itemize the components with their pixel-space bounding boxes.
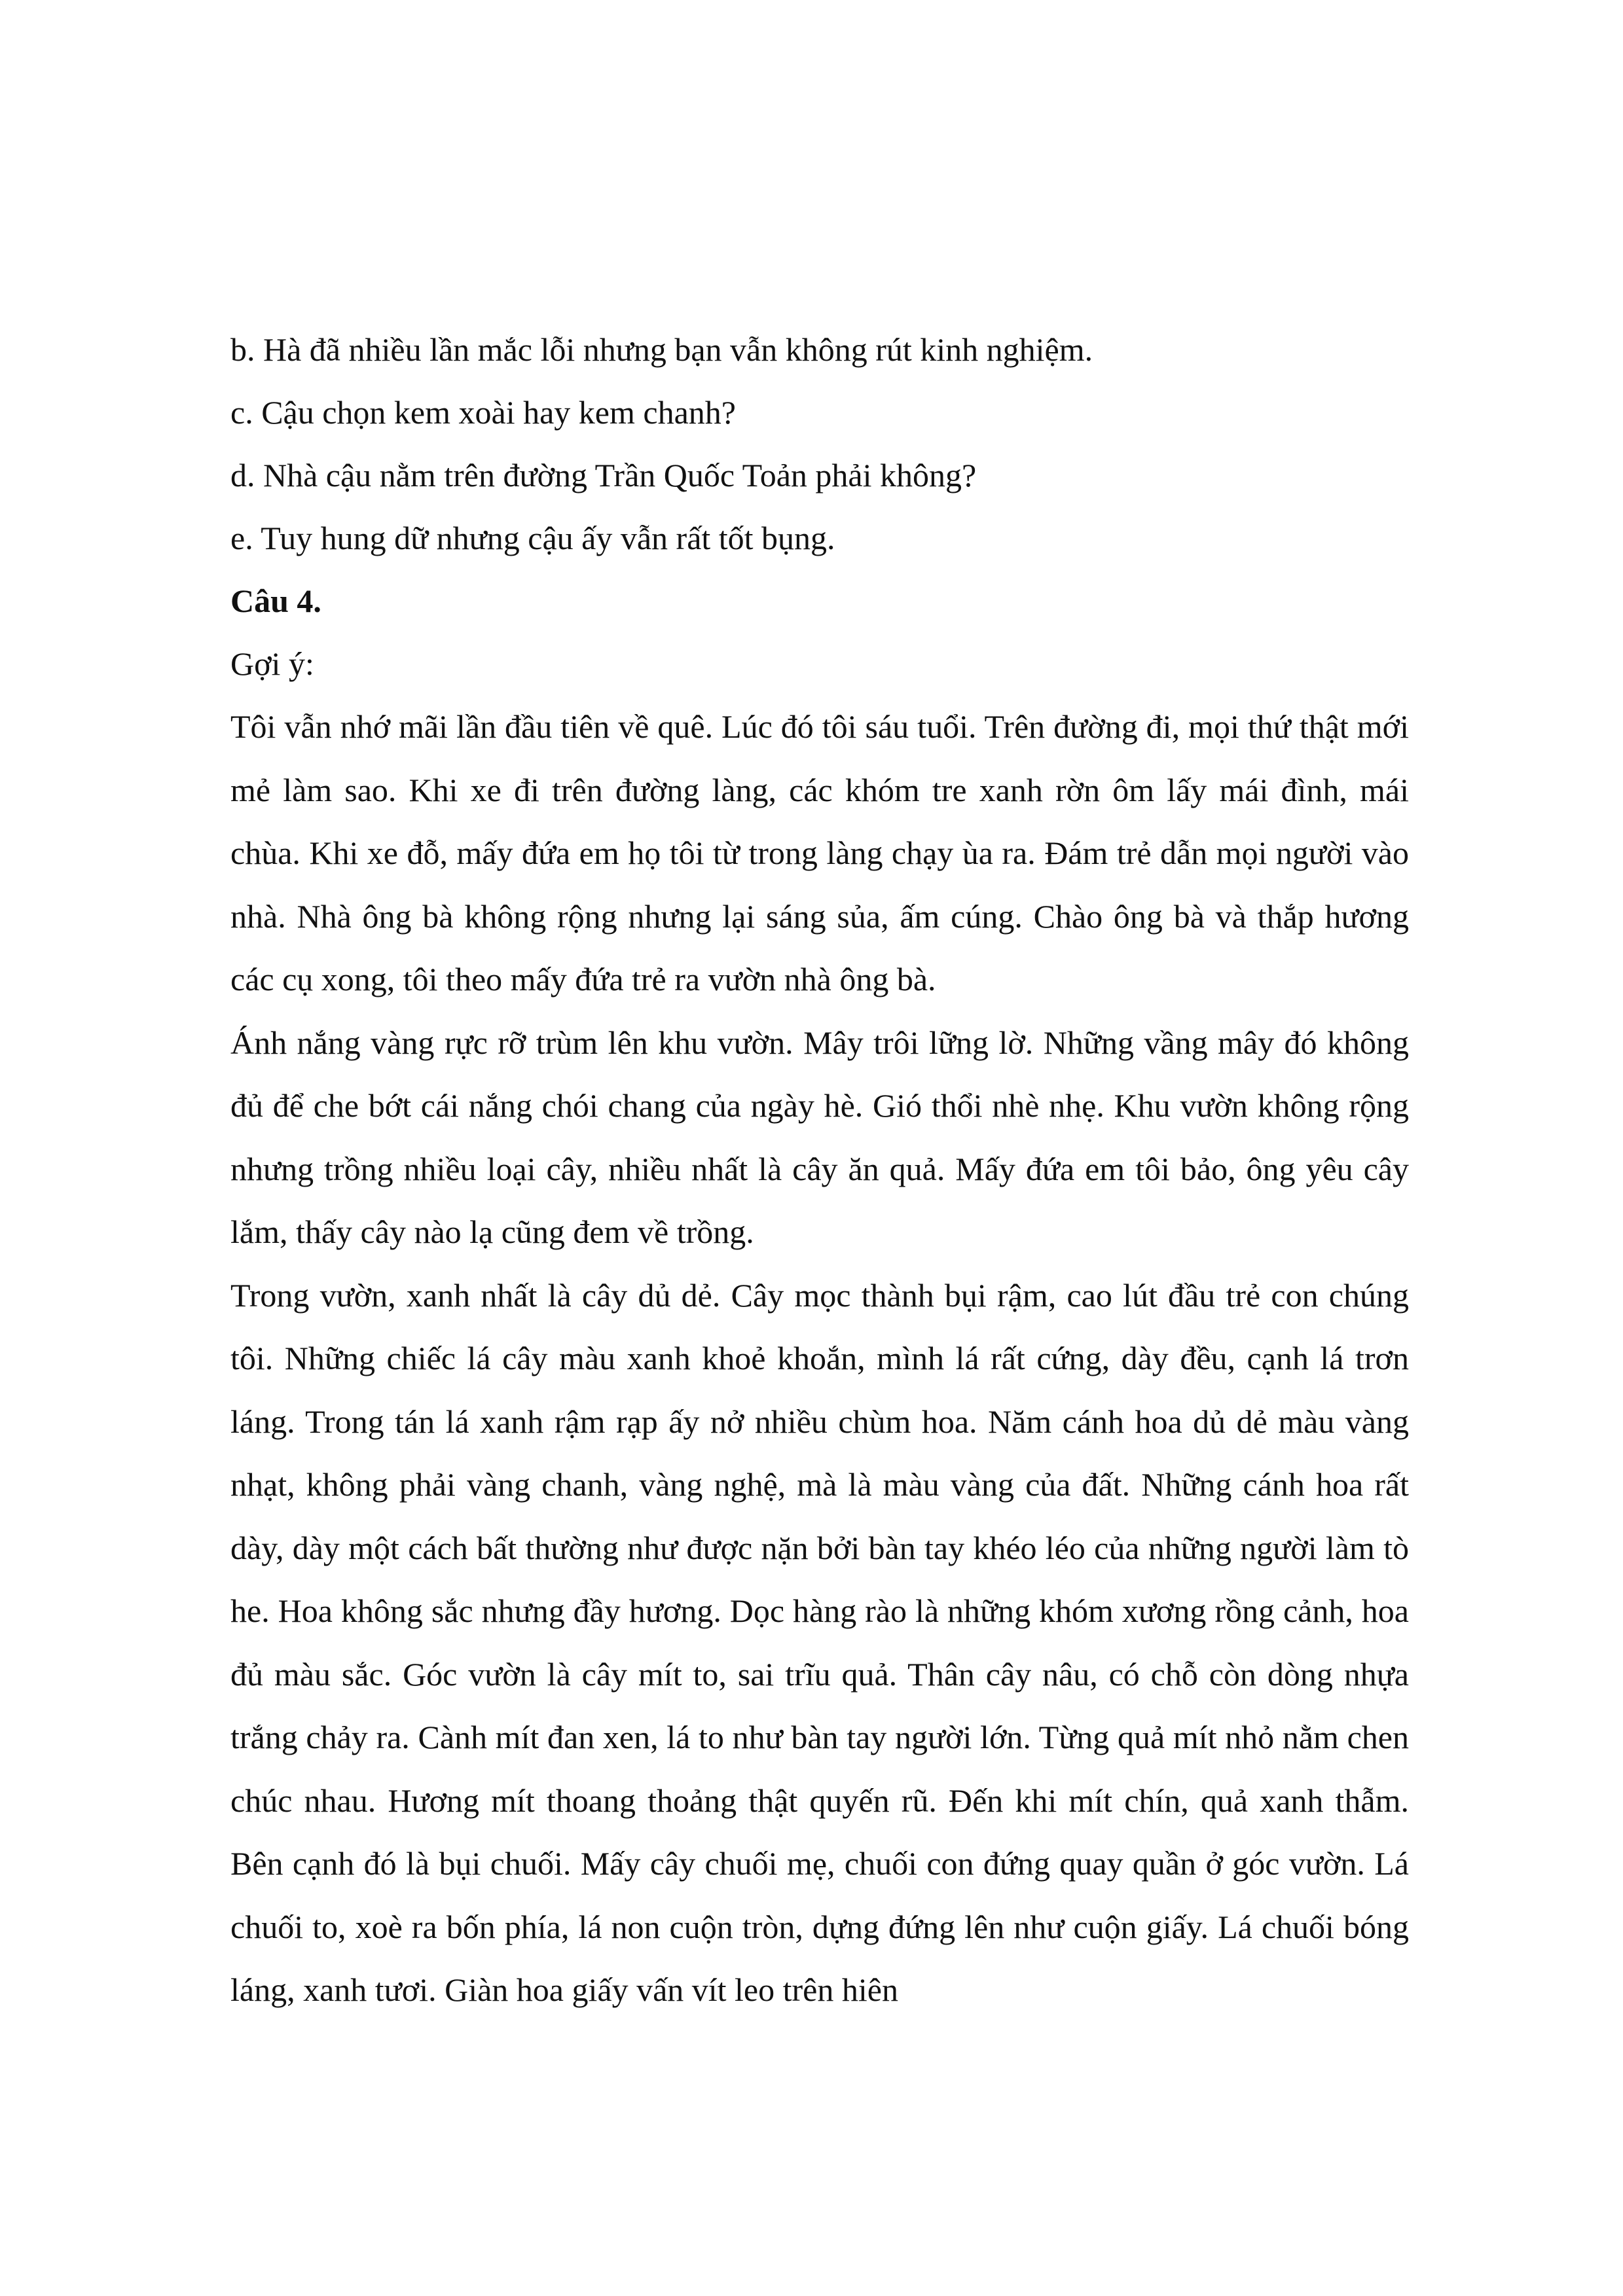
answer-c: c. Cậu chọn kem xoài hay kem chanh? (230, 394, 736, 431)
answer-d: d. Nhà cậu nằm trên đường Trần Quốc Toản phải không? (230, 457, 977, 493)
document-page (230, 318, 1409, 2022)
essay-paragraph-2: Ánh nắng vàng rực rỡ trùm lên khu vườn. Mây trôi lững lờ. Những vầng mây đó không đủ để che bớt cái nắng chói chang của ngày hè. Gió thổi nhè nhẹ. Khu vườn không rộng nhưng trồng nhiều loại cây, nhiều nhất là cây ăn quả. Mấy đứa em tôi bảo, ông yêu cây lắm, thấy cây nào lạ cũng đem về trồng. (230, 1024, 1409, 1250)
essay-paragraph-1: Tôi vẫn nhớ mãi lần đầu tiên về quê. Lúc đó tôi sáu tuổi. Trên đường đi, mọi thứ thật mới mẻ làm sao. Khi xe đi trên đường làng, các khóm tre xanh rờn ôm lấy mái đình, mái chùa. Khi xe đỗ, mấy đứa em họ tôi từ trong làng chạy ùa ra. Đám trẻ dẫn mọi người vào nhà. Nhà ông bà không rộng nhưng lại sáng sủa, ấm cúng. Chào ông bà và thắp hương các cụ xong, tôi theo mấy đứa trẻ ra vườn nhà ông bà. (230, 708, 1409, 997)
essay-paragraph-3: Trong vườn, xanh nhất là cây dủ dẻ. Cây mọc thành bụi rậm, cao lút đầu trẻ con chúng tôi. Những chiếc lá cây màu xanh khoẻ khoắn, mình lá rất cứng, dày đều, cạnh lá trơn láng. Trong tán lá xanh rậm rạp ấy nở nhiều chùm hoa. Năm cánh hoa dủ dẻ màu vàng nhạt, không phải vàng chanh, vàng nghệ, mà là màu vàng của đất. Những cánh hoa rất dày, dày một cách bất thường như được nặn bởi bàn tay khéo léo của những người làm tò he. Hoa không sắc nhưng đầy hương. Dọc hàng rào là những khóm xương rồng cảnh, hoa đủ màu sắc. Góc vườn là cây mít to, sai trĩu quả. Thân cây nâu, có chỗ còn dòng nhựa trắng chảy ra. Cành mít đan xen, lá to như bàn tay người lớn. Từng quả mít nhỏ nằm chen chúc nhau. Hương mít thoang thoảng thật quyến rũ. Đến khi mít chín, quả xanh thẫm. Bên cạnh đó là bụi chuối. Mấy cây chuối mẹ, chuối con đứng quay quần ở góc vườn. Lá chuối to, xoè ra bốn phía, lá non cuộn tròn, dựng đứng lên như cuộn giấy. Lá chuối bóng láng, xanh tươi. Giàn hoa giấy vấn vít leo trên hiên (230, 1276, 1409, 2008)
answer-b: b. Hà đã nhiều lần mắc lỗi nhưng bạn vẫn không rút kinh nghiệm. (230, 331, 1093, 368)
hint-label: Gợi ý: (230, 645, 314, 682)
question-4-heading: Câu 4. (230, 583, 321, 619)
answer-e: e. Tuy hung dữ nhưng cậu ấy vẫn rất tốt bụng. (230, 520, 835, 556)
